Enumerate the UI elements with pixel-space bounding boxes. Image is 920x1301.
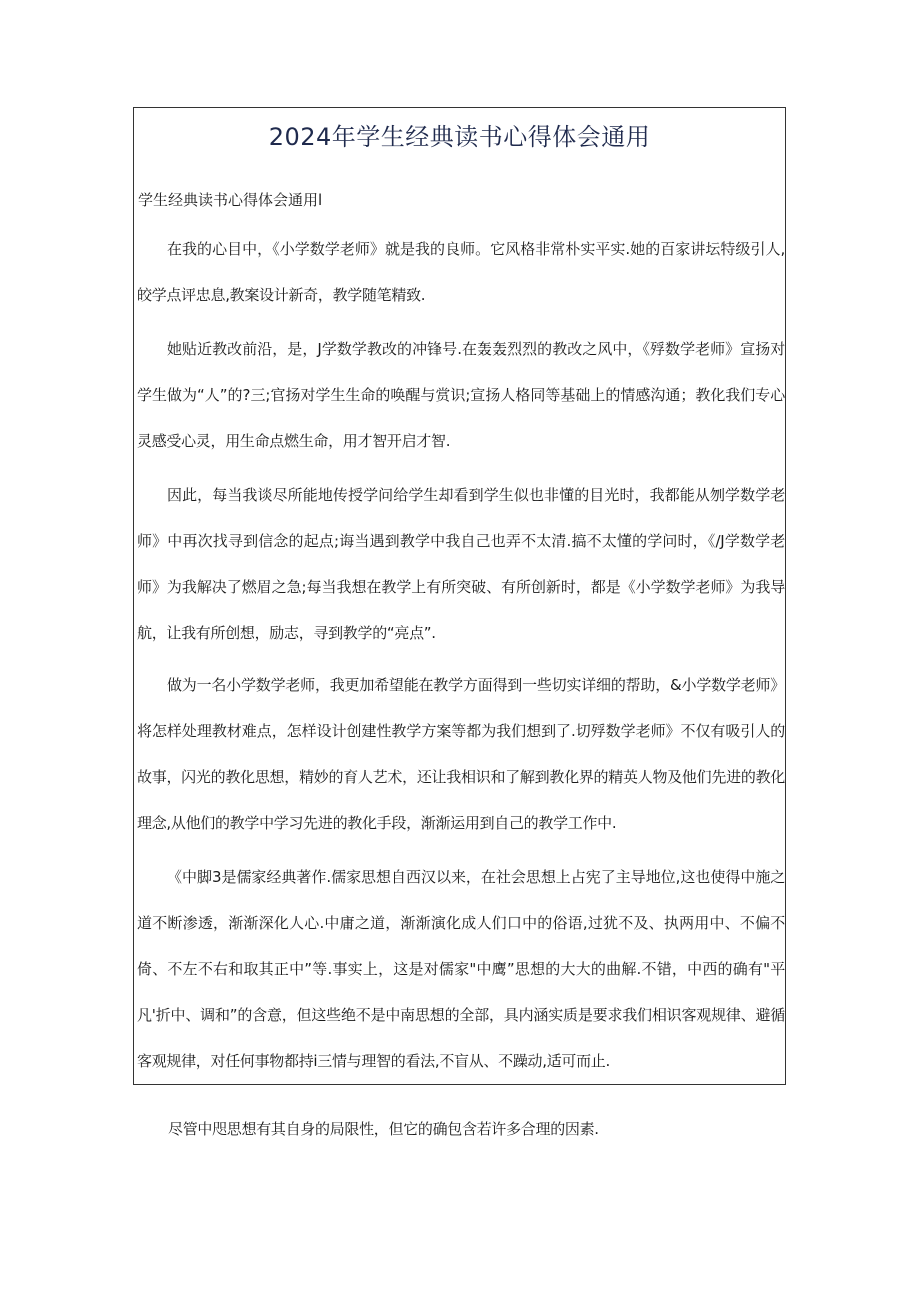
paragraph-5: 《中脚3是儒家经典著作.儒家思想自西汉以来，在社会思想上占宪了主导地位,这也使得中施之道不断渗透，渐渐深化人心.中庸之道，渐渐演化成人们口中的俗语,过犹不及、执两用中、不偏不倚、不左不右和取其正中”等.事实上，这是对儒家"中鹰”思想的大大的曲解.不错，中西的确有"平凡'折中、调和”的含意，但这些绝不是中南思想的全部，具内涵实质是要求我们相识客观规律、避循客观规律，对任何事物都持i三情与理智的看法,不盲从、不躁动,适可而止. [137, 868, 785, 1070]
section-subtitle: 学生经典读书心得体会通用l [138, 191, 323, 209]
paragraph-2: 她贴近教改前沿，是，J学数学教改的冲锋号.在轰轰烈烈的教改之风中，《殍数学老师》宣扬对学生做为“人”的?三;官扬对学生生命的唤醒与赏识;宣扬人格同等基础上的情感沟通；教化我们专心灵感受心灵，用生命点燃生命，用才智开启才智. [137, 340, 785, 450]
paragraph-4: 做为一名小学数学老师，我更加希望能在教学方面得到一些切实详细的帮助，&小学数学老师》将怎样处理教材难点，怎样设计创建性教学方案等都为我们想到了.切殍数学老师》不仅有吸引人的故事，闪光的教化思想，精妙的育人艺术，还让我相识和了解到教化界的精英人物及他们先进的教化理念,从他们的教学中学习先进的教化手段，渐渐运用到自己的教学工作中. [137, 676, 785, 832]
document-frame [133, 107, 786, 1085]
trailing-paragraph: 尽管中咫思想有其自身的局限性，但它的确包含若许多合理的因素. [168, 1120, 599, 1138]
document-title: 2024年学生经典读书心得体会通用 [268, 123, 651, 151]
paragraph-3: 因此，每当我谈尽所能地传授学问给学生却看到学生似也非懂的目光时，我都能从刎学数学老师》中再次找寻到信念的起点;诲当遇到教学中我自己也弄不太清.搞不太懂的学问时，《/J学数学老师》为我解决了燃眉之急;每当我想在教学上有所突破、有所创新时，都是《小学数学老师》为我导航，让我有所创想，励志，寻到教学的“亮点”. [137, 486, 785, 642]
paragraph-1: 在我的心目中，《小学数学老师》就是我的良师。它风格非常朴实平实.她的百家讲坛特级引人,皎学点评忠息,教案设计新奇，教学随笔精致. [137, 240, 785, 304]
